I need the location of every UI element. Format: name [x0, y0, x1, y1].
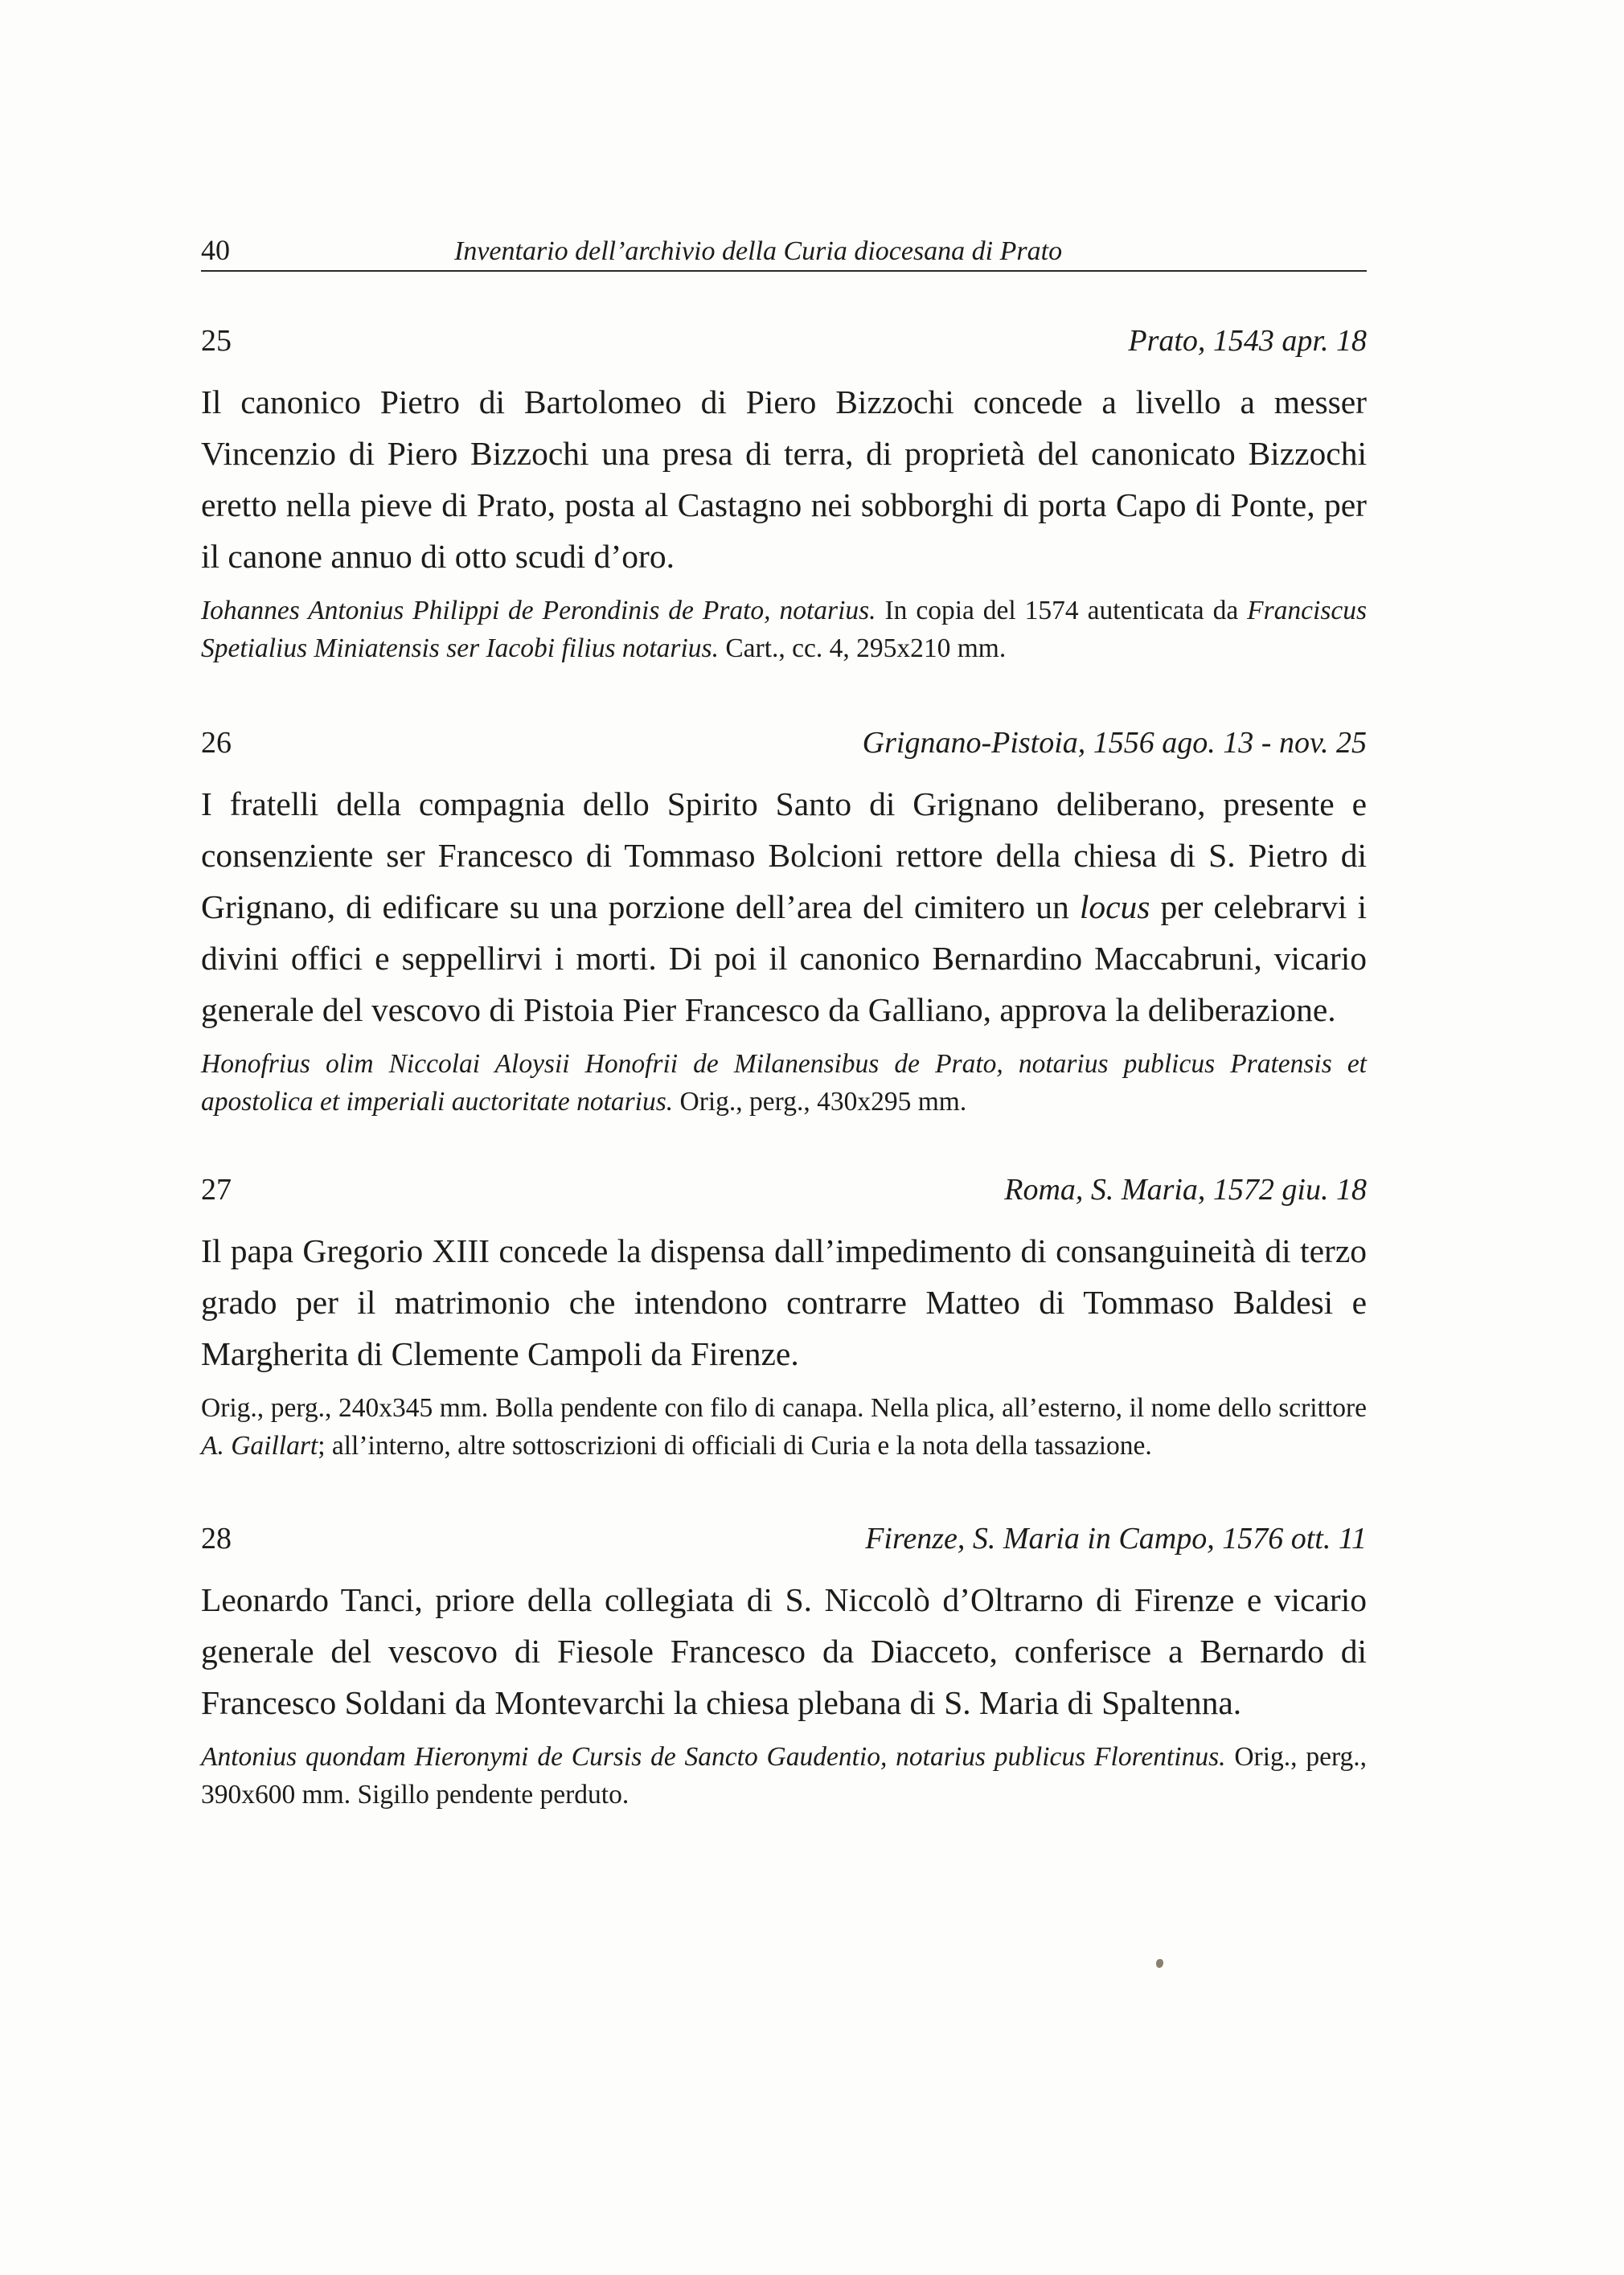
- physical-description: Orig., perg., 430x295 mm.: [679, 1087, 967, 1117]
- entry-heading: [201, 1172, 1367, 1214]
- summary-part: I fratelli della compagnia dello Spirito Santo di Grignano deliberano, presente e consenziente ser Francesco di Tommaso Bolcioni rettore della chiesa di S. Pietro di Grignano, di edificare su una porzione dell’area del cimitero un: [201, 785, 1367, 925]
- entry-note: [201, 1045, 1367, 1121]
- entry-date: Prato, 1543 apr. 18: [1128, 324, 1367, 358]
- entry-number: 28: [201, 1522, 232, 1556]
- notary-name: Honofrius olim Niccolai Aloysii Honofrii de Milanensibus de Prato, notarius publicus Pratensis et apostolica et imperiali auctoritate notarius.: [201, 1049, 1367, 1117]
- entry-summary: [201, 778, 1367, 1035]
- notary-name: Antonius quondam Hieronymi de Cursis de Sancto Gaudentio, notarius publicus Florentinus.: [201, 1742, 1226, 1772]
- entry-summary: Il canonico Pietro di Bartolomeo di Piero Bizzochi concede a livello a messer Vincenzio di Piero Bizzochi una presa di terra, di proprietà del canonicato Bizzochi eretto nella pieve di Prato, posta al Castagno nei sobborghi di porta Capo di Ponte, per il canone annuo di otto scudi d’oro.: [201, 383, 1367, 575]
- scribe-name: A. Gaillart: [201, 1431, 318, 1461]
- entry-heading: [201, 725, 1367, 767]
- entry-number: 27: [201, 1173, 232, 1207]
- copy-intro: In copia del 1574 autenticata da: [884, 596, 1239, 625]
- physical-description: Orig., perg., 390x600 mm. Sigillo pendente perduto.: [201, 1742, 1367, 1810]
- summary-part: per celebrarvi i divini offici e seppellirvi i morti. Di poi il canonico Bernardino Maccabruni, vicario generale del vescovo di Pistoia Pier Francesco da Galliano, approva la deliberazione.: [201, 888, 1368, 1028]
- entry-date: Roma, S. Maria, 1572 giu. 18: [1004, 1173, 1367, 1207]
- entry-note: [201, 1389, 1367, 1465]
- entry-number: 25: [201, 324, 232, 358]
- page-number: 40: [201, 234, 230, 266]
- entry-summary: Il papa Gregorio XIII concede la dispensa dall’impedimento di consanguineità di terzo grado per il matrimonio che intendono contrarre Matteo di Tommaso Baldesi e Margherita di Clemente Campoli da Firenze.: [201, 1232, 1367, 1372]
- physical-description: Cart., cc. 4, 295x210 mm.: [725, 633, 1007, 663]
- notary-name: Iohannes Antonius Philippi de Perondinis de Prato, notarius.: [201, 596, 876, 625]
- summary-italic-term: locus: [1079, 888, 1150, 925]
- physical-description: Orig., perg., 240x345 mm. Bolla pendente con filo di canapa. Nella plica, all’esterno, il nome dello scrittore: [201, 1393, 1367, 1423]
- page-header: [201, 223, 1367, 272]
- running-title: Inventario dell’archivio della Curia diocesana di Prato: [454, 236, 1063, 266]
- copy-notary-name: Franciscus Spetialius Miniatensis ser Iacobi filius notarius.: [201, 596, 1368, 663]
- entry-heading: [201, 323, 1367, 365]
- entry-28: [201, 1521, 1367, 1814]
- entry-date: Grignano-Pistoia, 1556 ago. 13 - nov. 25: [862, 726, 1367, 760]
- entry-25: [201, 323, 1367, 667]
- entry-number: 26: [201, 726, 232, 760]
- physical-description-cont: ; all’interno, altre sottoscrizioni di officiali di Curia e la nota della tassazione.: [318, 1431, 1152, 1461]
- document-page: [201, 223, 1367, 1814]
- entry-date: Firenze, S. Maria in Campo, 1576 ott. 11: [865, 1522, 1367, 1556]
- entry-summary: Leonardo Tanci, priore della collegiata di S. Niccolò d’Oltrarno di Firenze e vicario generale del vescovo di Fiesole Francesco da Diacceto, conferisce a Bernardo di Francesco Soldani da Montevarchi la chiesa plebana di S. Maria di Spaltenna.: [201, 1581, 1367, 1721]
- entry-27: [201, 1172, 1367, 1465]
- paper-speck: [1156, 1959, 1163, 1968]
- entry-heading: [201, 1521, 1367, 1563]
- entry-note: [201, 1738, 1367, 1814]
- entry-26: [201, 725, 1367, 1121]
- entry-note: [201, 592, 1367, 667]
